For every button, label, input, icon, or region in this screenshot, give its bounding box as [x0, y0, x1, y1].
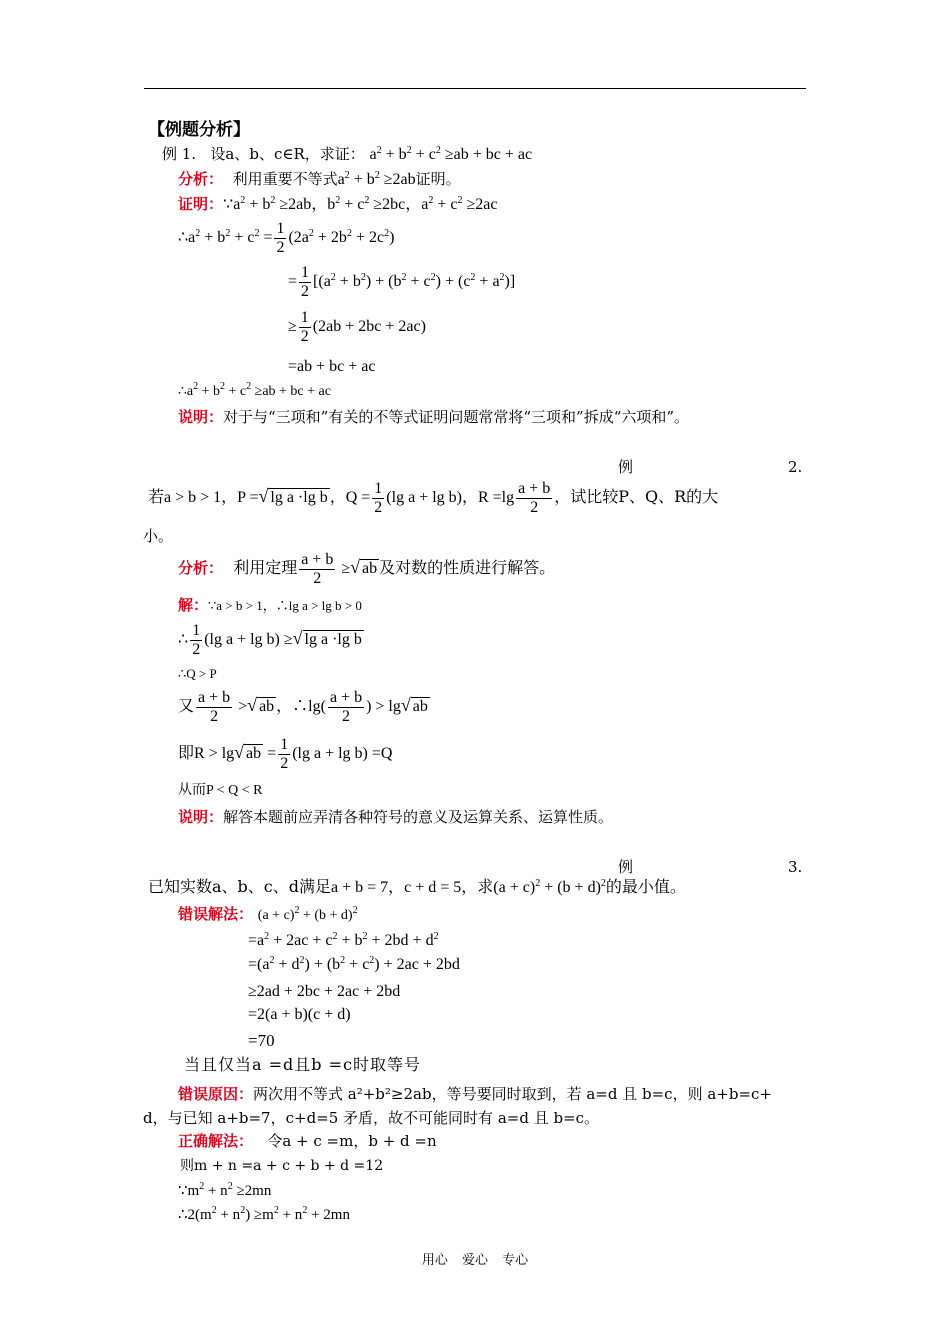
- header-rule: [144, 88, 806, 89]
- ex2-note: 说明：解答本题前应弄清各种符号的意义及运算关系、运算性质。: [178, 808, 614, 826]
- ex1-proof-line5: =ab + bc + ac: [288, 358, 376, 375]
- ex3-wrong-line6: =70: [248, 1031, 275, 1050]
- ex3-label: 例: [618, 858, 634, 876]
- ex1-proof-line4: ≥ $\frac{1}{2}$ (2ab + 2bc + 2ac): [288, 308, 426, 345]
- ex1-proof-line1: 证明：$\because a^2 + b^2 \ge 2ab$，$b^2 + c^2 \ge 2bc$，$a^2 + c^2 \ge 2ac$: [178, 195, 498, 213]
- ex2-solution-line4: 又 $\frac{a + b}{2}$ >√ ab ，∴lg( $\frac{a + b}{2}$ ) > lg√ ab: [178, 688, 428, 725]
- ex3-reason-line1: 错误原因：两次用不等式 a²+b²≥2ab，等号要同时取到，若 a=d 且 b=c，则 a+b=c+: [178, 1085, 772, 1103]
- ex3-wrong-line2: $=a^2 + 2ac + c^2 + b^2 + 2bd + d^2$: [248, 931, 439, 949]
- ex3-reason-line2: d，与已知 a+b=7，c+d=5 矛盾，故不可能同时有 a=d 且 b=c。: [143, 1109, 600, 1127]
- section-title: 【例题分析】: [148, 120, 250, 140]
- ex3-wrong-line1: 错误解法： $(a + c)^2 + (b + d)^2$: [178, 905, 358, 923]
- ex1-proof-line2: $\therefore a^2 + b^2 + c^2$ = $\frac{1}{2}$ $(2a^2 + 2b^2 + 2c^2)$: [178, 219, 395, 256]
- ex1-statement: 例 1. 设a、b、c∈R，求证： $a^2 + b^2 + c^2 \ge ab$ + bc + ac: [162, 145, 533, 163]
- ex2-statement: 若a > b > 1，P =√ lg a ·lg b ，Q = $\frac{1}{2}$ (lg a + lg b)，R =lg $\frac{a + b}{2}$ ，试比较P、Q、R的大: [148, 479, 719, 516]
- ex3-number: 3.: [788, 858, 803, 876]
- ex1-note: 说明：对于与“三项和”有关的不等式证明问题常常将“三项和”拆成“六项和”。: [178, 408, 690, 426]
- ex2-label: 例: [618, 458, 634, 476]
- ex3-correct-line4: $\therefore 2(m^2 + n^2) \ge m^2 + n^2 + 2mn$: [178, 1205, 350, 1223]
- ex3-statement: 已知实数a、b、c、d满足a + b = 7，c + d = 5，求$(a + c)^2 + (b + d)^2$的最小值。: [148, 877, 686, 896]
- ex3-wrong-line3: $=(a^2 + d^2) + (b^2 + c^2) + 2ac + 2bd$: [248, 955, 460, 973]
- ex3-wrong-line4: ≥2ad + 2bc + 2ac + 2bd: [248, 983, 401, 1000]
- ex2-number: 2.: [788, 458, 803, 476]
- ex2-solution-line2: ∴ $\frac{1}{2}$ (lg a + lg b) ≥√ lg a ·lg b: [178, 621, 362, 658]
- page-footer: 用心 爱心 专心: [421, 1253, 529, 1268]
- ex2-statement-wrap: 小。: [143, 527, 174, 545]
- ex2-solution-line6: 从而P < Q < R: [178, 782, 263, 798]
- ex2-solution-line1: 解：∵a > b > 1，∴lg a > lg b > 0: [178, 596, 362, 614]
- ex3-correct-line3: $\because m^2 + n^2 \ge 2mn$: [178, 1181, 272, 1199]
- ex1-conclusion: $\therefore a^2 + b^2 + c^2 \ge ab$ + bc + ac: [178, 381, 331, 399]
- ex2-solution-line5: 即R > lg√ ab = $\frac{1}{2}$ (lg a + lg b) =Q: [178, 735, 393, 772]
- ex2-analysis: 分析： 利用定理 $\frac{a + b}{2}$ ≥√ ab 及对数的性质进行解答。: [178, 550, 556, 587]
- ex2-solution-line3: ∴Q > P: [178, 666, 217, 681]
- ex3-equality-condition: 当且仅当a =d且b =c时取等号: [184, 1055, 421, 1074]
- ex1-analysis: 分析： 利用重要不等式$a^2 + b^2 \ge 2ab$证明。: [178, 170, 461, 188]
- ex3-wrong-line5: =2(a + b)(c + d): [248, 1006, 351, 1023]
- ex1-proof-line3: = $\frac{1}{2}$ $[(a^2 + b^2) + (b^2 + c^2) + (c^2 + a^2)]$: [288, 263, 516, 300]
- ex3-correct-line1: 正确解法： 令a + c =m，b + d =n: [178, 1132, 437, 1150]
- ex3-correct-line2: 则m + n =a + c + b + d =12: [180, 1158, 384, 1174]
